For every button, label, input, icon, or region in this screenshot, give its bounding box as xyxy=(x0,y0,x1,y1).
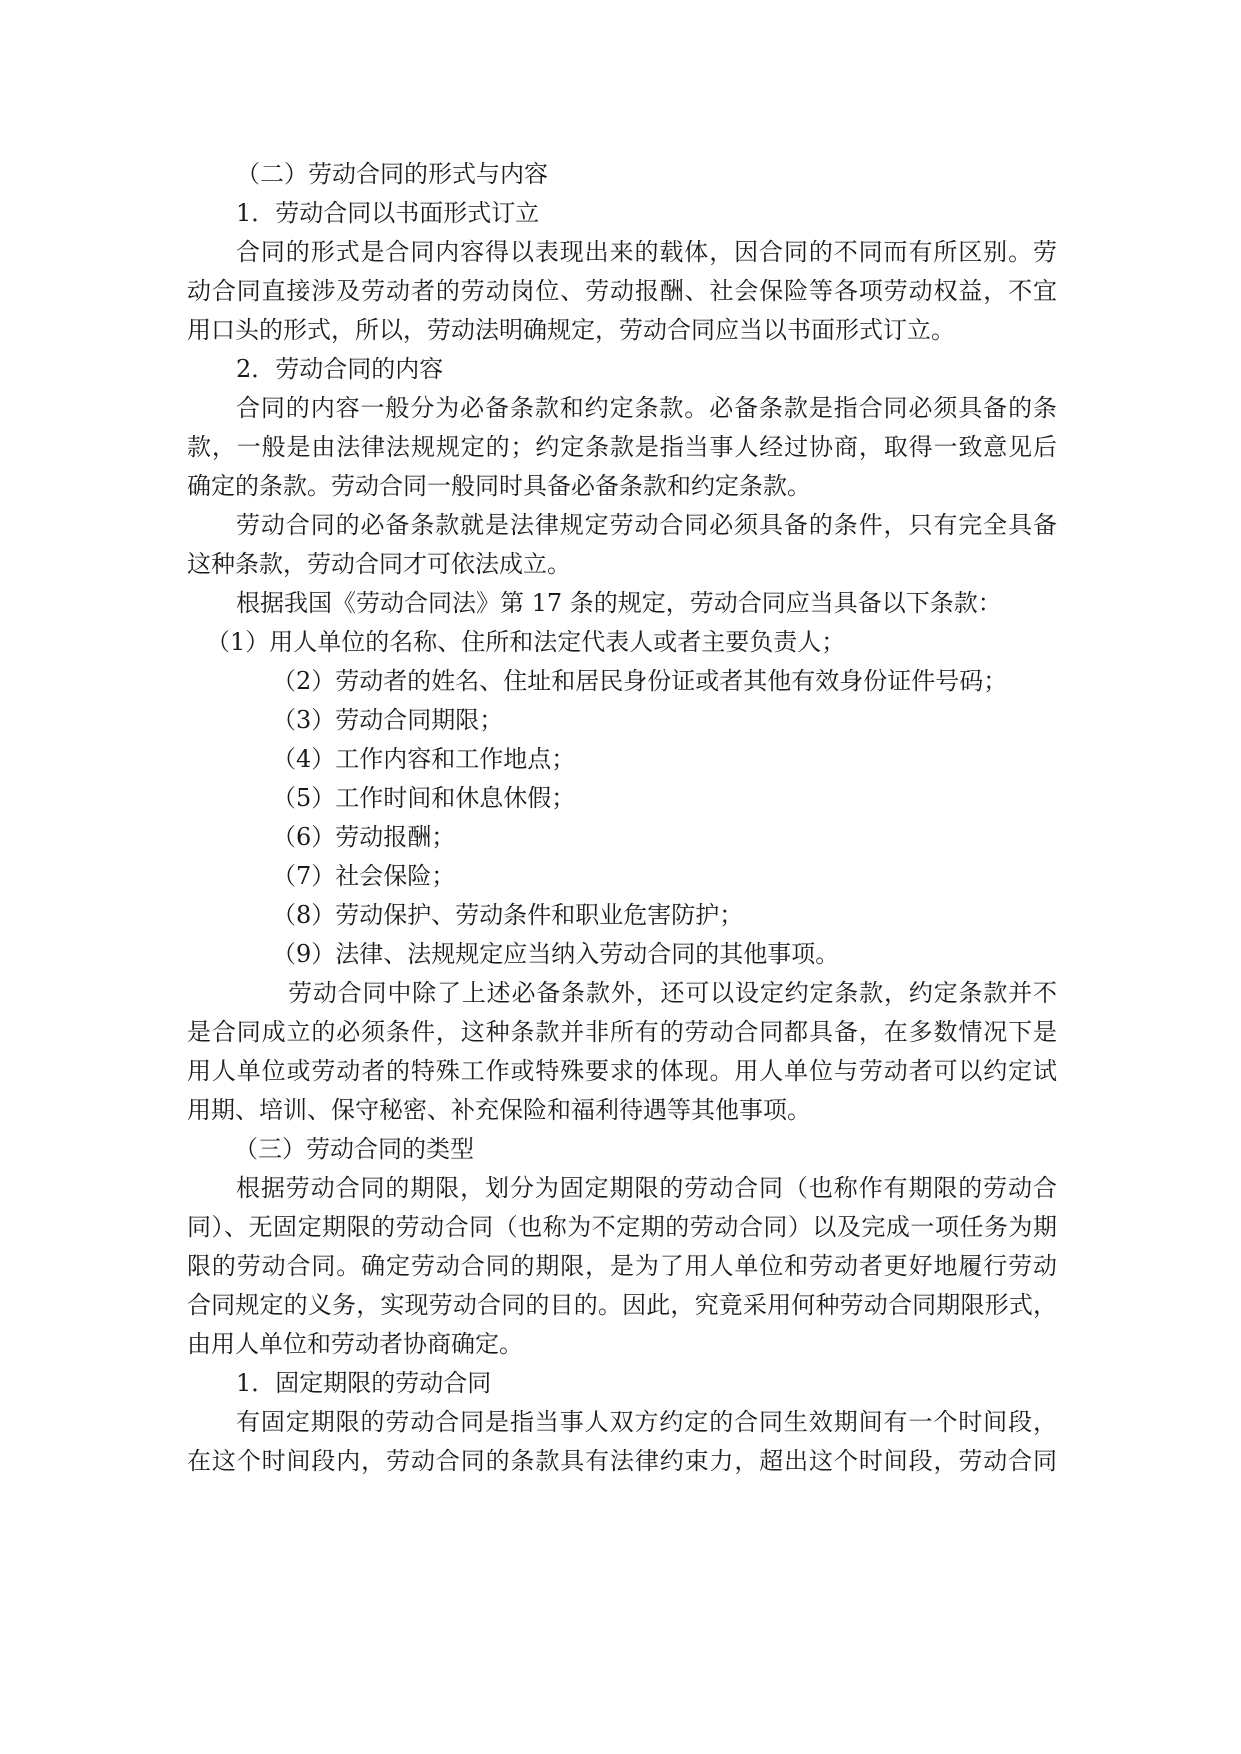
paragraph-line: 在这个时间段内，劳动合同的条款具有法律约束力，超出这个时间段，劳动合同 xyxy=(187,1447,1057,1475)
subsection-heading: 1．劳动合同以书面形式订立 xyxy=(236,199,540,227)
paragraph-line: 确定的条款。劳动合同一般同时具备必备条款和约定条款。 xyxy=(187,472,811,500)
subsection-heading: 2．劳动合同的内容 xyxy=(236,355,444,383)
paragraph-line: 劳动合同中除了上述必备条款外，还可以设定约定条款，约定条款并不 xyxy=(288,979,1057,1007)
paragraph-line: 根据我国《劳动合同法》第 17 条的规定，劳动合同应当具备以下条款： xyxy=(236,589,1002,617)
list-item: （6）劳动报酬； xyxy=(272,823,456,851)
subsection-heading: 1．固定期限的劳动合同 xyxy=(236,1369,492,1397)
paragraph-line: 同）、无固定期限的劳动合同（也称为不定期的劳动合同）以及完成一项任务为期 xyxy=(187,1213,1057,1241)
paragraph-line: 用期、培训、保守秘密、补充保险和福利待遇等其他事项。 xyxy=(187,1096,811,1124)
paragraph-line: 用人单位或劳动者的特殊工作或特殊要求的体现。用人单位与劳动者可以约定试 xyxy=(187,1057,1057,1085)
paragraph-line: 合同的形式是合同内容得以表现出来的载体，因合同的不同而有所区别。劳 xyxy=(236,238,1057,266)
list-item: （8）劳动保护、劳动条件和职业危害防护； xyxy=(272,901,744,929)
paragraph-line: 限的劳动合同。确定劳动合同的期限，是为了用人单位和劳动者更好地履行劳动 xyxy=(187,1252,1057,1280)
list-item: （7）社会保险； xyxy=(272,862,456,890)
list-item: （9）法律、法规规定应当纳入劳动合同的其他事项。 xyxy=(272,940,840,968)
paragraph-line: 是合同成立的必须条件，这种条款并非所有的劳动合同都具备，在多数情况下是 xyxy=(187,1018,1057,1046)
paragraph-line: 由用人单位和劳动者协商确定。 xyxy=(187,1330,523,1358)
list-item: （1）用人单位的名称、住所和法定代表人或者主要负责人； xyxy=(206,628,846,656)
paragraph-line: 用口头的形式，所以，劳动法明确规定，劳动合同应当以书面形式订立。 xyxy=(187,316,955,344)
list-item: （3）劳动合同期限； xyxy=(272,706,504,734)
paragraph-line: 有固定期限的劳动合同是指当事人双方约定的合同生效期间有一个时间段， xyxy=(236,1408,1057,1436)
paragraph-line: 劳动合同的必备条款就是法律规定劳动合同必须具备的条件，只有完全具备 xyxy=(236,511,1057,539)
paragraph-line: 这种条款，劳动合同才可依法成立。 xyxy=(187,550,571,578)
list-item: （5）工作时间和休息休假； xyxy=(272,784,576,812)
section-heading: （二）劳动合同的形式与内容 xyxy=(236,160,548,188)
paragraph-line: 款，一般是由法律法规规定的；约定条款是指当事人经过协商，取得一致意见后 xyxy=(187,433,1057,461)
paragraph-line: 合同的内容一般分为必备条款和约定条款。必备条款是指合同必须具备的条 xyxy=(236,394,1057,422)
paragraph-line: 动合同直接涉及劳动者的劳动岗位、劳动报酬、社会保险等各项劳动权益，不宜 xyxy=(187,277,1057,305)
section-heading: （三）劳动合同的类型 xyxy=(234,1135,474,1163)
list-item: （2）劳动者的姓名、住址和居民身份证或者其他有效身份证件号码； xyxy=(272,667,1008,695)
paragraph-line: 根据劳动合同的期限，划分为固定期限的劳动合同（也称作有期限的劳动合 xyxy=(236,1174,1057,1202)
list-item: （4）工作内容和工作地点； xyxy=(272,745,576,773)
paragraph-line: 合同规定的义务，实现劳动合同的目的。因此，究竟采用何种劳动合同期限形式， xyxy=(187,1291,1057,1319)
